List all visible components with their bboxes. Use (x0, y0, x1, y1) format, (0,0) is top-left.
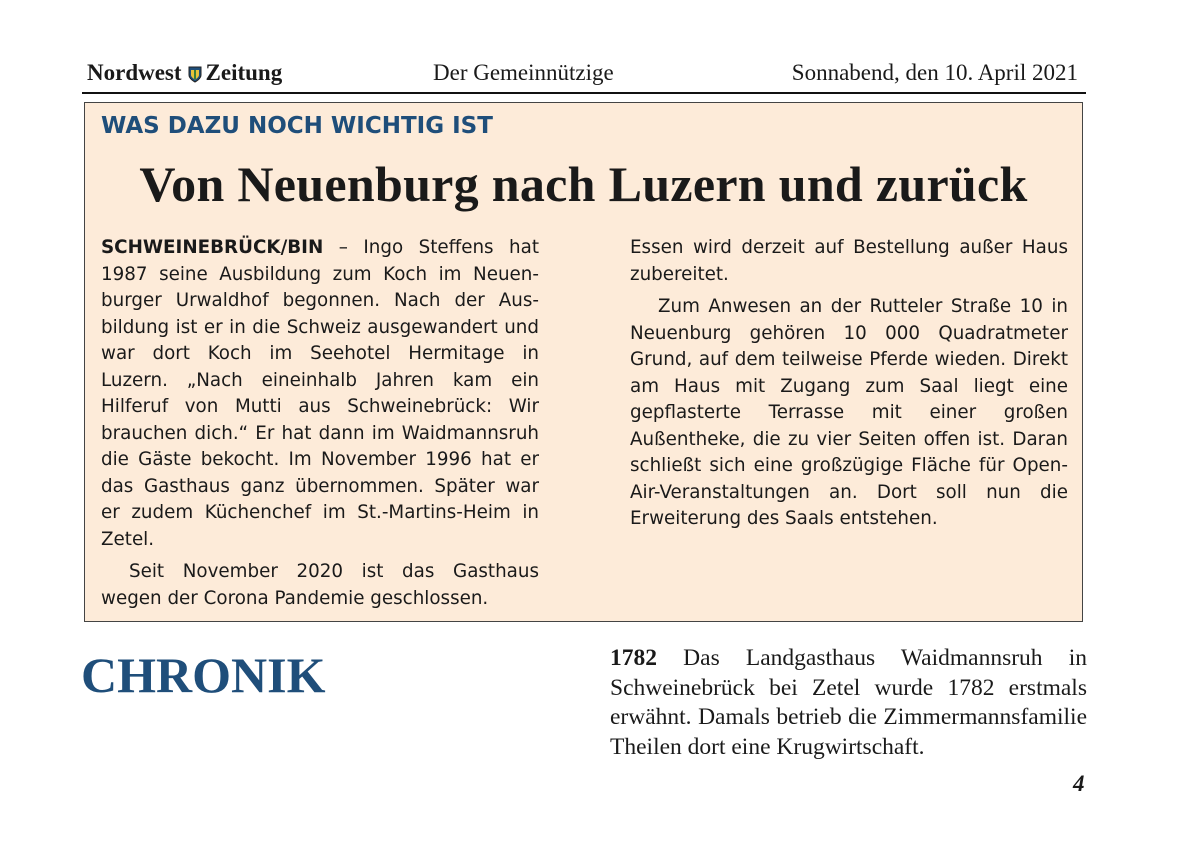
chronik-year: 1782 (610, 645, 657, 671)
issue-date: Sonnabend, den 10. April 2021 (791, 60, 1078, 85)
headline: Von Neuenburg nach Luzern und zurück (139, 156, 1028, 212)
article-paragraph: Essen wird derzeit auf Bestellung außer Haus zubereitet. (630, 237, 1068, 285)
article-column-left (101, 235, 539, 612)
article-column-right (630, 235, 1068, 533)
article-paragraph: Zum Anwesen an der Rutteler Straße 10 in Neuenburg gehören 10 000 Quadratmeter Grund, auf dem teilweise Pferde wieden. Direkt am Haus mit Zugang zum Saal liegt eine gepflasterte Terrasse mit einer großen Außentheke, die zu vier Seiten offen ist. Daran schließt sich eine großzügige Fläche für Open-Air-Veranstaltungen an. Dort soll nun die Erweiterung des Saals entstehen. (630, 296, 1068, 529)
article-paragraph (101, 235, 539, 553)
info-box (84, 102, 1083, 622)
newspaper-name-right: Zeitung (205, 60, 283, 85)
chronik-title: CHRONIK (81, 647, 326, 703)
section-name: Der Gemeinnützige (433, 60, 614, 85)
paragraph-text: – Ingo Steffens hat 1987 seine Ausbildung zum Koch im Neuenburger Urwaldhof begonnen. Nach der Ausbildung ist er in die Schweiz ausgewandert und war dort Koch im Seehotel Hermitage in Luzern. „Nach eineinhalb Jahren kam ein Hilferuf von Mutti aus Schweinebrück: Wir brauchen dich.“ Er hat dann im Waidmannsruh die Gäste bekocht. Im November 1996 hat er das Gasthaus ganz übernommen. Später war er zudem Küchenchef im St.-Martins-Heim in Zetel. (101, 237, 539, 550)
newspaper-name-left: Nordwest (87, 60, 182, 85)
coat-of-arms-icon (188, 66, 202, 83)
kicker: WAS DAZU NOCH WICHTIG IST (101, 113, 493, 139)
newspaper-name (87, 60, 282, 86)
dateline: SCHWEINEBRÜCK/BIN (101, 237, 324, 258)
chronik-body: Das Landgasthaus Waidmannsruh in Schweinebrück bei Zetel wurde 1782 erstmals erwähnt. Damals betrieb die Zimmermannsfamilie Theilen dort eine Krugwirtschaft. (610, 645, 1087, 760)
page-number: 4 (1073, 771, 1085, 796)
article-paragraph: Seit November 2020 ist das Gasthaus wegen der Corona Pandemie geschlossen. (101, 561, 539, 609)
chronik-text (610, 644, 1087, 762)
masthead (82, 56, 1086, 94)
